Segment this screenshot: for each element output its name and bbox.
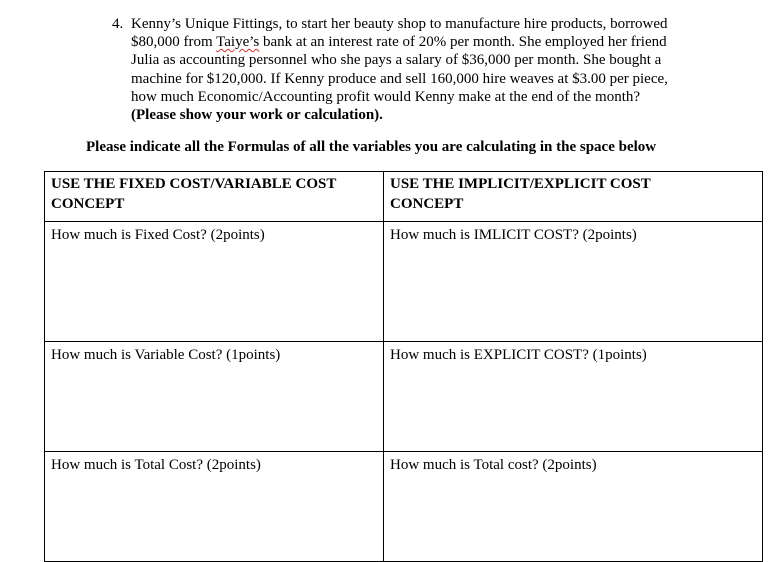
header-line: CONCEPT [390, 196, 464, 212]
right-column-header [384, 172, 763, 222]
cell-prompt: How much is EXPLICIT COST? (1points) [390, 347, 647, 363]
answer-cell-implicit-cost[interactable] [384, 222, 763, 342]
table-header-row [45, 172, 763, 222]
instruction-text: Please indicate all the Formulas of all the variables you are calculating in the space below [86, 139, 657, 155]
header-line: CONCEPT [51, 196, 125, 212]
question-line-bold: (Please show your work or calculation). [131, 107, 383, 124]
answer-cell-explicit-cost[interactable] [384, 342, 763, 452]
question-text [131, 15, 731, 124]
answer-cell-total-cost-right[interactable] [384, 452, 763, 562]
cell-prompt: How much is Fixed Cost? (2points) [51, 227, 265, 243]
cell-prompt: How much is Variable Cost? (1points) [51, 347, 281, 363]
cell-prompt: How much is Total Cost? (2points) [51, 457, 261, 473]
question-line: Julia as accounting personnel who she pays a salary of $36,000 per month. She bought a [131, 52, 662, 69]
question-line-part: $80,000 from [131, 34, 217, 51]
table-row [45, 222, 763, 342]
left-column-header [45, 172, 384, 222]
table-row [45, 452, 763, 562]
misspelled-word[interactable]: Taiye’s [216, 34, 260, 51]
cell-prompt: How much is Total cost? (2points) [390, 457, 597, 473]
cell-prompt: How much is IMLICIT COST? (2points) [390, 227, 637, 243]
table-row [45, 342, 763, 452]
answer-cell-fixed-cost[interactable] [45, 222, 384, 342]
question-line-part: bank at an interest rate of 20% per month. She employed her friend [259, 34, 667, 51]
answer-table [44, 171, 763, 562]
answer-cell-total-cost-left[interactable] [45, 452, 384, 562]
question-line [131, 33, 731, 51]
header-line: USE THE FIXED COST/VARIABLE COST [51, 176, 337, 192]
question-line: machine for $120,000. If Kenny produce and sell 160,000 hire weaves at $3.00 per piece, [131, 70, 668, 87]
question-line: Kenny’s Unique Fittings, to start her beauty shop to manufacture hire products, borrowed [131, 16, 668, 32]
header-line: USE THE IMPLICIT/EXPLICIT COST [390, 176, 651, 192]
answer-cell-variable-cost[interactable] [45, 342, 384, 452]
question-number: 4. [112, 16, 124, 32]
question-line: how much Economic/Accounting profit would Kenny make at the end of the month? [131, 88, 641, 105]
